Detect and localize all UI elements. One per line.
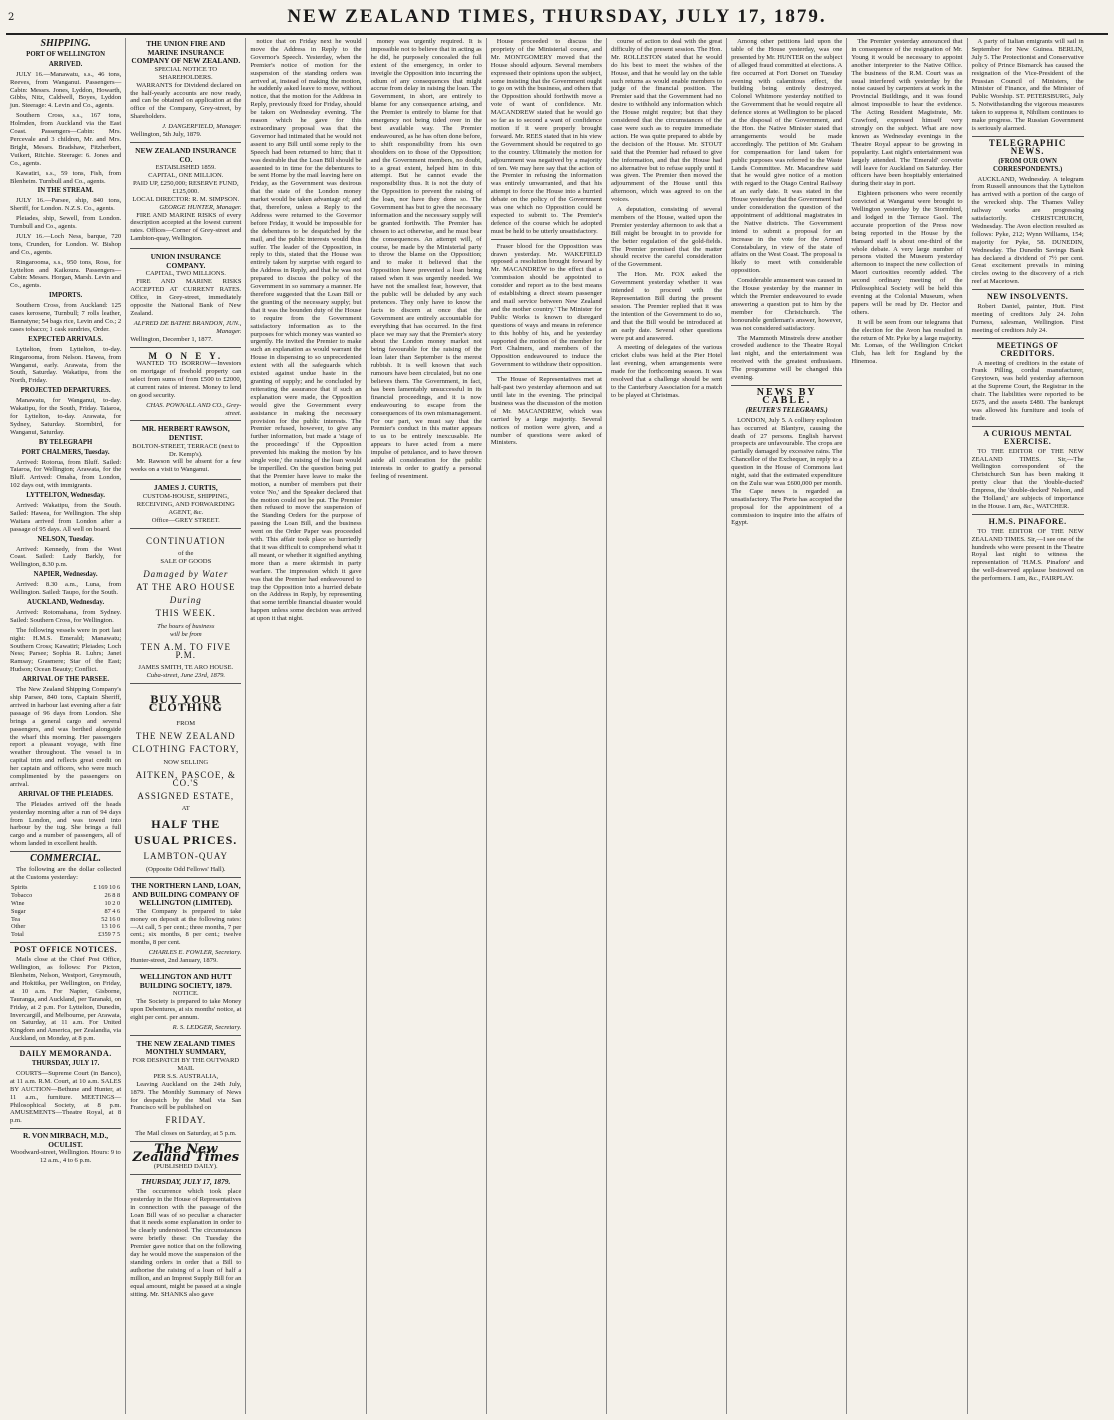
commercial-intro: The following are the dollar collected at the Customs yesterday: (10, 866, 122, 881)
nelson-text: Arrived: Kennedy, from the West Coast. Sailed: Lady Barkly, for Wellington, 8.30 p.m. (10, 545, 122, 569)
advert-line: NOW SELLING (163, 758, 209, 766)
divider (10, 851, 121, 852)
telegraphic-news-text: AUCKLAND, Wednesday. A telegram from Russell announces that the Lyttelton has arrived with a portion of the cargo of the wrecked ship. The Thames Valley railway works are progressing satisfactorily. CHRISTCHURCH, Wednesday. The Avon election resulted as follows: Pyke, 212; Wynn Williams, 154; majority for Pyke, 58. DUNEDIN, Wednesday. The Dunedin Savings Bank has declared a dividend of 7½ per cent. Great excitement prevails in mining circles owing to the discovery of a rich reef at Macetown. (971, 175, 1084, 286)
advert-signature: R. S. LEDGER, Secretary. (172, 1023, 242, 1031)
advert-union-fire (130, 38, 241, 143)
advert-subtitle: CUSTOM-HOUSE, SHIPPING, RECEIVING, AND FORWARDING AGENT, &c. (136, 492, 235, 516)
divider (972, 426, 1084, 427)
auckland-text: Arrived: Rotomahana, from Sydney. Sailed: Southern Cross, for Wellington. (10, 608, 122, 624)
leader-paragraph: The occurrence which took place yesterday in the House of Representatives in connection with the passage of the Loan Bill was of so peculiar a character that it needs some explanation in order to be clearly understood. The circumstances were briefly these: On Tuesday the Premier gave notice that on the following day he would move the suspension of the standing orders in order that a Bill to authorise the raising of a loan of half a million, and an Imprest Supply Bill for an equal amount, might be passed at a single sitting. Mr. SHANKS also gave (130, 1187, 242, 1298)
lyttelton-subheading: LYTTELTON, Wednesday. (26, 492, 105, 500)
advert-line: TEN A.M. TO FIVE P.M. (140, 641, 231, 660)
table-row (10, 923, 121, 931)
advert-line: USUAL PRICES. (134, 833, 238, 848)
curious-exercise-heading: A CURIOUS MENTAL EXERCISE. (983, 428, 1072, 446)
arrival-pleiades-heading: ARRIVAL OF THE PLEIADES. (18, 790, 113, 798)
expected-heading: EXPECTED ARRIVALS. (28, 335, 103, 343)
advert-line: AITKEN, PASCOE, & CO.'S (135, 769, 236, 788)
advert-close: The Mail closes on Saturday, at 5 p.m. (135, 1130, 237, 1138)
table-cell: £ 169 10 6 (93, 883, 121, 891)
advert-aro-house (130, 531, 241, 685)
advert-body: Leaving Auckland on the 24th July, 1879. The Monthly Summary of News for despatch by the Mail via San Francisco will be published on (130, 1080, 242, 1112)
advert-title: NEW ZEALAND INSURANCE CO. (135, 145, 237, 164)
article-paragraph: Among other petitions laid upon the table of the House yesterday, was one presented by Mr. HUNTER on the subject of alleged fraud committed at elections. A fire occurred at Fort Dorset on Tuesday evening with calamitous effect, the building being entirely destroyed. Colonel Whitmore yesterday notified to the Government that he would require all defence stores at Wellington to be placed at the disposal of the Government, and the Hon. the Native Minister stated that arrangements would be made accordingly. The petition of Mr. Graham for compensation for land taken for public purposes was referred to the Waste Lands Committee. Mr. Macandrew said that he would give notice of a motion with regard to the Otago Central Railway at an early date. It was stated in the House yesterday that the Government had under consideration the question of the appointment of additional magistrates in the Native districts. The Government intend to submit a proposal for an increase in the vote for the Armed Constabulary, in view of the state of affairs on the West Coast. The proposal is likely to meet with considerable opposition. (731, 38, 843, 275)
expected-text: Lyttelton, from Lyttelton, to-day. Ringarooma, from Nelson. Hawea, from Wanganui, early. Arawata, from the South, Saturday. Wakatipu, from the North, Friday. (10, 345, 122, 385)
advert-subtitle: SPECIAL NOTICE TO SHAREHOLDERS. (154, 65, 218, 81)
advert-northern-land (130, 880, 241, 969)
arrived-heading: ARRIVED. (48, 60, 83, 68)
advert-signature: CHAS. POWNALL AND CO., Grey-street. (146, 401, 242, 417)
projected-text: Manawatu, for Wanganui, to-day. Wakatipu, for the South, Friday. Taiaroa, for Lyttelton, to-day. Arawata, for Sydney, Saturday. Stormbird, for Wanganui, Saturday. (10, 397, 122, 436)
column-3 (246, 38, 366, 1414)
advert-via: PER S.S. AUSTRALIA, (153, 1072, 219, 1080)
advert-line: (Opposite Odd Fellows' Hall). (145, 866, 226, 874)
advert-line: The hours of business (157, 622, 215, 630)
divider (130, 1174, 241, 1175)
table-row (10, 908, 121, 916)
advert-signature: J. DANGERFIELD, Manager. (162, 123, 242, 131)
advert-nz-insurance (130, 145, 241, 249)
cable-news-text: LONDON, July 5. A colliery explosion has occurred at Blantyre, causing the death of 27 persons. English harvest prospects are unfavourable. The crops are partially damaged by excessive rains. The Chancellor of the Exchequer, in reply to a question in the House of Commons last night, said that the estimated expenditure on the Zulu war was £600,000 per month. The Cape news is regarded as unsatisfactory. The Porte has accepted the proposal for the appointment of a commission to inquire into the affairs of Egypt. (731, 416, 843, 527)
advert-title: THE UNION FIRE AND MARINE INSURANCE COMPANY OF NEW ZEALAND. (131, 39, 241, 66)
advert-title: JAMES J. CURTIS, (153, 483, 218, 493)
advert-line: FROM (176, 720, 196, 728)
advert-line: AT THE ARO HOUSE (136, 582, 236, 593)
pinafore-text: TO THE EDITOR OF THE NEW ZEALAND TIMES. Sir,—I see one of the hundreds who were present in the Theatre Royal last night to witness the representation of 'H.M.S. Pinafore' and the well-deserved applause bestowed on the performers. I am, &c., FAIRPLAY. (971, 527, 1084, 583)
advert-body: WANTED TO BORROW—Investors on mortgage of freehold property can select from sums of from £500 to £2000, at current rates of interest. Money to lend on good security. (130, 360, 242, 399)
cleared-item: Pleiades, ship, Sewell, from London. Turnbull and Co., agents. (10, 215, 122, 231)
column-9 (968, 38, 1088, 1414)
divider (10, 1128, 121, 1129)
divider (972, 289, 1084, 290)
table-cell: Tobacco (11, 891, 33, 899)
table-cell: Total (11, 931, 24, 939)
telegraph-subheading: PORT CHALMERS, Tuesday. (21, 448, 110, 456)
commercial-heading: COMMERCIAL. (30, 853, 102, 865)
advert-monthly-summary (130, 1038, 241, 1142)
advert-title: M O N E Y. (148, 350, 224, 361)
advert-date: Wellington, 5th July, 1879. (130, 131, 202, 139)
imports-text: Southern Cross, from Auckland: 125 cases kerosene, Turnbull; 7 rolls leather, Bannatyne; 54 bags rice, Levin and Co.; 2 cases tobacco; 1 cask sundries, Order. (10, 302, 122, 333)
advert-paid-up: PAID UP, £250,000; RESERVE FUND, £125,000. (132, 179, 239, 195)
divider (731, 385, 842, 386)
cable-news-subheading: (REUTER'S TELEGRAMS.) (745, 406, 828, 414)
advert-line: BUY YOUR CLOTHING (148, 692, 223, 715)
advert-date: Wellington, December 1, 1877. (130, 335, 213, 343)
column-7 (727, 38, 847, 1414)
advert-body: FIRE AND MARINE RISKS ACCEPTED AT CURRENT RATES. Office, in Grey-street, immediately opposite the National Bank of New Zealand. (130, 278, 242, 317)
article-paragraph: A deputation, consisting of several members of the House, waited upon the Premier yesterday afternoon to ask that a Bill might be brought in to provide for the better regulation of the gold-fields. The Premier promised that the matter should receive the careful consideration of the Government. (610, 206, 723, 269)
advert-body: The Society is prepared to take Money upon Debentures, at six months' notice, at eight per cent. per annum. (130, 998, 242, 1021)
advert-established: ESTABLISHED 1859. (155, 164, 216, 172)
article-paragraph: The Mammoth Minstrels drew another crowded audience to the Theatre Royal last night, and the entertainment was received with the greatest enthusiasm. The programme will be changed this evening. (731, 334, 843, 382)
top-rule (6, 33, 1108, 35)
arrival-parsee-text: The New Zealand Shipping Company's ship Parsee, 840 tons, Captain Sheriff, arrived in harbour last evening after a fair passage of 96 days from London. She brings a general cargo and several passengers, and was berthed alongside the wharf this morning. Her passengers report a pleasant voyage, with fine weather throughout. The vessel is in capital trim and reflects great credit on her captain and officers, who were much complimented by the passengers on arrival. (10, 686, 122, 788)
advert-address: BOLTON-STREET, TERRACE (next to Dr. Kemp's). (132, 442, 240, 458)
advert-line: CLOTHING FACTORY, (132, 743, 240, 754)
advert-title: THE NEW ZEALAND TIMES MONTHLY SUMMARY, (136, 1038, 236, 1057)
post-office-heading: POST OFFICE NOTICES. (14, 945, 118, 955)
cleared-item: Ringarooma, s.s., 950 tons, Ross, for Lyttelton and Kaikoura. Passengers—Cabin: Messrs. Horgan, Marsh. Levin and Co., agents. (10, 258, 122, 290)
advert-line: CONTINUATION (146, 535, 226, 546)
optician-name: R. VON MIRBACH, M.D., OCULIST. (23, 1131, 109, 1149)
advert-line: ASSIGNED ESTATE, (137, 790, 235, 801)
arrival-item: JULY 16.—Manawatu, s.s., 46 tons, Reeves, from Wanganui. Passengers—Cabin: Messrs. Jones, Lyddon, Howarth, Gibbs, Nitz, Caldwell, Boyes, Lyddon jun. Steerage: 4. Levin and Co., agents. (10, 70, 122, 110)
column-4 (367, 38, 487, 1414)
table-cell: 10 2 0 (104, 899, 121, 907)
advert-line: HALF THE (151, 817, 221, 832)
curious-exercise-text: TO THE EDITOR OF THE NEW ZEALAND TIMES. Sir,—The Wellington correspondent of the Christchurch Sun has been making it pretty clear that the 'double-ducted' Empress, the 'double-decked' Nelson, and the 'Holland,' are subjects of importance in the House. I am, &c., WATCHER. (971, 447, 1084, 510)
article-paragraph: The Hon. Mr. FOX asked the Government yesterday whether it was intended to proceed with the Representation Bill during the present session. The Premier replied that it was the intention of the Government to do so, and that the Bill would be introduced at an early date. Several other questions were put and answered. (610, 271, 723, 342)
advert-line: THIS WEEK. (155, 607, 216, 618)
advert-capital: CAPITAL, ONE MILLION. (148, 172, 224, 180)
leader-paragraph: notice that on Friday next he would move the Address in Reply to the Governor's Speech. Yesterday, when the Premier's notice of motion for the suspension of the standing orders was arrived at, instead of making the motion, he suddenly asked leave to move, without notice, that the motion for the Address in Reply, previously fixed for Friday, should be taken on Wednesday evening. The reason which he gave for this extraordinary proposal was that the Governor had intimated that he would not assent to any Bill until some reply to the Speech had been returned to him; that it was desirable that the Loan Bill should be assented to in time for the debentures to be sent Home by the mail leaving here on Friday, as the Government was desirous that the state of the London money market would be taken advantage of; and that, therefore, unless a Reply to the Address were returned to the Governor before Friday, it would be impossible for the debentures to be despatched by the mail, and the public interests would thus suffer. The leader of the Opposition, in reply to this, stated that the House was entirely taken by surprise with regard to the Address in Reply, and that he was not prepared to discuss the policy of the Government in so summary a manner. He therefore suggested that the Loan Bill or the granting of the necessary supply; but that it was the bounden duty of the House to require from the Government satisfactory information as to the purposes for which money was wanted so urgently. He invited the Premier to make such an explanation as would warrant the House in dispensing to so unprecedented extent with all the safeguards which existed against undue haste in the granting of supply; and he concluded by reiterating the assurance that if such an explanation were made, the Opposition would give the Government every assistance in making the necessary provision for the public interests. The Premier refused, however, to give any further information, but made a 'stage of the proceedings' if the Opposition prevented his making the motion 'by his single vote,' the raising of the loan would be imperilled. On the question being put that the Premier have leave to make the motion, a number of members put their voice 'No,' and the Speaker declared that the motion could not be put. The Premier then refused to move the suspension of the Standing Orders for the purpose of passing the Loan Bill, and the business went on the Order Paper was proceeded with. This affair took place so hurriedly that it was difficult to comprehend what it all meant, or whether it signified anything more than a mere skirmish in party warfare. The impression which it gave was that the Premier had endeavoured to trap the Opposition into a hurried debate on the Address in Reply, by representing that some terrible financial disaster would happen unless some decision was arrived at upon it that night. (250, 38, 362, 623)
advert-subtitle: FOR DESPATCH BY THE OUTWARD MAIL (132, 1057, 240, 1072)
ports-text: The following vessels were in port last night: H.M.S. Emerald; Manawatu; Southern Cross; Kawatiri; Pleiades; Loch Ness; Parsee; Sophia R. Luhrs; Janet Ramsay; Grasmere; Star of the East; Hudson; Ocean Beauty; Conflict. (10, 626, 122, 674)
divider (972, 514, 1084, 515)
newspaper-masthead: NEW ZEALAND TIMES, THURSDAY, JULY 17, 1879. (287, 6, 827, 27)
telegraph-heading: BY TELEGRAPH (38, 438, 93, 446)
divider (491, 372, 602, 373)
columns-container (6, 38, 1108, 1414)
advert-line: will be from (169, 630, 202, 638)
article-paragraph: Fraser blood for the Opposition was drawn yesterday. Mr. WAKEFIELD opposed a resolution brought forward by Mr. MACANDREW to the effect that a 'commission should be appointed to consider and report as to the best means of establishing a direct steam passenger and mail service between New Zealand and the mother country.' The Minister for Public Works is known to disregard questions of ways and means in reference to this hobby of his, and he yesterday supported the motion of the member for Port Chalmers, and members of the Opposition endeavoured to induce the Government to withdraw their opposition. (490, 242, 602, 369)
creditors-text: A meeting of creditors in the estate of Frank Pilling, cordial manufacturer, Greytown, was held yesterday afternoon at the Supreme Court, the Registrar in the chair. The liabilities were reported to be £675, and the assets £480. The bankrupt was allowed his furniture and tools of trade. (971, 359, 1084, 422)
table-cell: Wine (11, 899, 25, 907)
imports-heading: IMPORTS. (49, 292, 83, 300)
article-paragraph: The Premier yesterday announced that in consequence of the resignation of Mr. Young it would be necessary to appoint another interpreter to the Native Office. The business of the R.M. Court was as usual interfered with yesterday by the noise caused by carpenters at work in the Provincial Buildings, and it was found almost impossible to hear the evidence. The Acting Resident Magistrate, Mr. Crawford, expressed himself very strongly on the subject. What are now known as Wednesday evenings in the Theatre Royal appear to be growing in popularity. Last night's entertainment was largely attended. The 'Emerald' corvette will leave for Auckland on Saturday. Her officers have been hospitably entertained during their stay in port. (851, 38, 963, 188)
advert-clothing-factory (130, 686, 241, 878)
advert-line: AT (181, 805, 190, 813)
page-number: 2 (8, 12, 15, 23)
table-row (10, 892, 121, 900)
table-cell: £359 7 5 (98, 931, 121, 939)
auckland-subheading: AUCKLAND, Wednesday. (27, 599, 105, 606)
napier-subheading: NAPIER, Wednesday. (33, 571, 98, 579)
column-2 (126, 38, 246, 1414)
advert-capital: CAPITAL, TWO MILLIONS. (145, 270, 226, 278)
advert-subtitle: NOTICE. (172, 990, 199, 998)
shipping-heading: SHIPPING. (40, 38, 91, 49)
cleared-heading: IN THE STREAM. (37, 187, 94, 195)
article-paragraph: House proceeded to discuss the propriety of the Ministerial course, and Mr. MONTGOMERY moved that the House should adjourn. Several members expressed their opinions upon the subject, some insisting that the Government ought to go on with the business, and others that the Opposition should forthwith move a vote of want of confidence. Mr. MACANDREW stated that he would go so far as to second a want of confidence motion if it were properly brought forward. Mr. REES stated that in his view the Government should be required to go to the country. Ultimately the motion for adjournment was negatived by a majority of ten. We may here say that the action of the Premier in refusing the information was entirely unwarranted, and that his attempt to force the House into a hurried debate on the policy of the Government was one which no Opposition could be expected to submit to. The Premier's defence of the course which he adopted must be held to be utterly unsatisfactory. (490, 38, 602, 235)
advert-body: Mr. Rawson will be absent for a few weeks on a visit to Wanganui. (130, 458, 242, 474)
divider (972, 136, 1084, 137)
insolvents-text: Robert Daniel, painter, Hutt. First meeting of creditors July 24. John Furness, salesman, Wellington. First meeting of creditors July 24. (971, 303, 1084, 334)
advert-line: During (169, 595, 202, 606)
customs-table (10, 884, 121, 939)
advert-signature: JAMES SMITH, TE ARO HOUSE. (138, 664, 234, 672)
table-cell: Spirits (11, 883, 28, 891)
table-cell: 13 10 6 (101, 923, 121, 931)
arrival-item: Kawatiri, s.s., 59 tons, Fish, from Blenheim. Turnbull and Co., agents. (10, 169, 122, 185)
advert-title: THE NORTHERN LAND, LOAN, AND BUILDING COMPANY OF WELLINGTON (LIMITED). (130, 880, 241, 908)
leader-paragraph: money was urgently required. It is impossible not to believe that in acting as he did, he purposely concealed the full extent of the emergency, in order to inveigle the Opposition into incurring the odium of any consequences that might accrue from delay in raising the loan. The Government, in short, are entirely to blame for any consequence arising, and the Premier is entirely to blame for that emergency not being tided over in the best available way. The Premier endeavoured, as he has often done before, to shift responsibility from his own shoulders on to those of the Opposition; and the Government members, no doubt, to a great extent, helped him in this attempt. But he cannot evade the responsibility thus. It is not the duty of the Opposition to prevent the raising of the loan, nor have they done so. The Government has but to give the necessary information and the necessary supply will be granted forthwith. The Premier has chosen to act otherwise, and he must bear the consequences. An attempt will, of course, be made by the Ministerial party to throw the blame on the Opposition; and to make it believed that the Opposition have prevented a loan being raised when it was urgently needed. We have not the smallest fear, however, that the public will be deluded by any such pretences. They only have to know the facts to discern at once that the Government are entirely accountable for everything that has occurred. In the first place we may say that the Premier's story about the London money market not being favourable for the raising of the loan later than September is the merest rubbish. It is well known that such rumours have been circulated, but no one believes them. The Government, in fact, has been lamentably unsuccessful in its financial proceedings, and it is now endeavouring to escape from the consequences of its own mismanagement. For our part, we must say that the Premier's conduct in this matter appears to us to be entirely inexcusable. He appears to have acted from a mere impulse of petulance, and to have thrown aside all consideration for the public interests in order to gratify a personal feeling of resentment. (370, 38, 482, 480)
table-row (10, 900, 121, 908)
paper-name-heading: The New Zealand Times (132, 1142, 240, 1166)
insolvents-heading: NEW INSOLVENTS. (986, 292, 1069, 302)
memoranda-heading: DAILY MEMORANDA. (19, 1049, 112, 1059)
advert-day: FRIDAY. (165, 1115, 207, 1126)
divider (972, 338, 1084, 339)
paper-published-daily: (PUBLISHED DAILY). (153, 1162, 218, 1170)
advert-line: of the (178, 550, 194, 558)
table-cell: Other (11, 923, 26, 931)
table-cell: 26 8 8 (104, 891, 121, 899)
divider (10, 1046, 121, 1047)
telegraphic-news-heading: TELEGRAPHIC NEWS. (988, 137, 1067, 156)
advert-hutt-building (130, 971, 241, 1036)
memoranda-subheading: THURSDAY, JULY 17. (31, 1060, 100, 1068)
article-paragraph: The House of Representatives met at half-past two yesterday afternoon and sat until late in the evening. The principal business was the discussion of the motion of Mr. MACANDREW, which was carried by a large majority. Several notices of motion were given, and a number of questions were asked of Ministers. (490, 376, 602, 447)
memoranda-text: COURTS—Supreme Court (in Banco), at 11 a.m. R.M. Court, at 10 a.m. SALES BY AUCTION—Bethune and Hunter, at 11 a.m., furniture. MEETINGS—Philosophical Society, at 8 p.m. AMUSEMENTS—Theatre Royal, at 8 p.m. (10, 1069, 122, 1125)
divider (10, 942, 121, 943)
telegraphic-news-subheading: (FROM OUR OWN CORRESPONDENTS.) (992, 157, 1063, 173)
advert-line: SALE OF GOODS (160, 558, 212, 566)
table-cell: 87 4 6 (104, 907, 121, 915)
advert-curtis (130, 482, 241, 528)
pinafore-heading: H.M.S. PINAFORE. (988, 516, 1067, 526)
divider (491, 239, 602, 240)
column-1 (6, 38, 126, 1414)
advert-money (130, 350, 241, 422)
telegraph-text: Arrived: Rotorua, from Bluff. Sailed: Taiaroa, for Wellington; Arawata, for the Bluff. Arrived: Omaha, from London, 102 days out, with immigrants. (10, 458, 122, 490)
article-paragraph: Considerable amusement was caused in the House yesterday by the manner in which the Premier endeavoured to evade answering a question put to him by the member for Christchurch. The honourable gentleman's answer, however, was not considered satisfactory. (731, 277, 843, 332)
table-row (10, 931, 121, 939)
table-cell: Sugar (11, 907, 26, 915)
table-cell: 52 16 0 (101, 915, 121, 923)
column-6 (607, 38, 727, 1414)
projected-heading: PROJECTED DEPARTURES. (20, 387, 111, 395)
table-cell: Tea (11, 915, 20, 923)
lyttelton-text: Arrived: Wakatipu, from the South. Sailed: Hawea, for Wellington. The ship Waitara arrived from London after a passage of 95 days. All well on board. (10, 502, 122, 533)
column-8 (847, 38, 967, 1414)
advert-body: FIRE AND MARINE RISKS of every description accepted at the lowest current rates. Offices—Corner of Grey-street and Lambton-quay, Wellington. (130, 211, 242, 243)
advert-line: THE NEW ZEALAND (135, 731, 236, 741)
article-paragraph: A party of Italian emigrants will sail in September for New Guinea. BERLIN, July 5. The Protectionist and Conservative policy of Prince Bismarck has caused the resignation of the Vice-President of the Prussian Council of Ministers, the Minister of Finance, and the Minister of Public Worship. ST. PETERSBURG, July 5. Notwithstanding the vigorous measures taken to suppress it, Nihilism continues to make progress. The Russian Government is seriously alarmed. (971, 38, 1084, 132)
advert-title: UNION INSURANCE COMPANY. (150, 252, 221, 270)
article-paragraph: course of action to deal with the great difficulty of the present session. The Hon. Mr. ROLLESTON stated that he would do his best to meet the wishes of the House, and that he would lay on the table such returns as would enable members to judge of the financial position. The Premier said that the Government had no desire to withhold any information which the House might require; but that they considered that the circumstances of the case were such as to require immediate action. He was quite prepared to abide by the decision of the House. Mr. STOUT said that the Premier had refused to give the information, and that the House had no alternative but to refuse supply until it was given. The Premier then moved the adjournment of the House until this afternoon, which was agreed to on the voices. (610, 38, 723, 204)
advert-union-insurance (130, 251, 241, 347)
table-row (10, 916, 121, 924)
table-row (10, 884, 121, 892)
leader-dateline: THURSDAY, JULY 17, 1879. (141, 1176, 231, 1186)
advert-title: MR. HERBERT RAWSON, DENTIST. (141, 424, 230, 443)
cable-news-heading: NEWS BY CABLE. (756, 386, 817, 406)
advert-address: Office—GREY STREET. (151, 516, 220, 524)
advert-manager: GEORGE HUNTER, Manager. (159, 203, 242, 211)
cleared-item: JULY 16.—Loch Ness, barque, 720 tons, Crunden, for London. W. Bishop and Co., agents. (10, 232, 122, 256)
creditors-heading: MEETINGS OF CREDITORS. (996, 340, 1059, 358)
article-paragraph: A meeting of delegates of the various cricket clubs was held at the Pier Hotel last evening, when arrangements were made for the forthcoming season. It was resolved that a challenge should be sent to the Canterbury Association for a match to be played at Christmas. (610, 344, 723, 399)
advert-dentist (130, 423, 241, 480)
advert-title: WELLINGTON AND HUTT BUILDING SOCIETY, 1879. (139, 972, 232, 990)
advert-signature: ALFRED DE BATHE BRANDON, JUN., Manager. (133, 319, 242, 335)
arrival-parsee-heading: ARRIVAL OF THE PARSEE. (22, 676, 110, 684)
advert-director: LOCAL DIRECTOR: R. M. SIMPSON. (132, 195, 240, 203)
advert-body: WARRANTS for Dividend declared on the half-yearly accounts are now ready, and can be obtained on application at the office of the Company, Grey-street, by Shareholders. (130, 81, 242, 121)
advert-date: Cuba-street, June 23rd, 1879. (146, 672, 226, 680)
cleared-item: JULY 16.—Parsee, ship, 840 tons, Sheriff, for London. N.Z.S. Co., agents. (10, 197, 122, 213)
arrival-item: Southern Cross, s.s., 167 tons, Holmden, from Auckland via the East Coast. Passengers—Cabin: Mrs. Percevale and 3 children, Mr. and Mrs. Bright, Messrs. Bradshaw, Fitzherbert, Vuikert, Ritchie. Steerage: 6. Jones and Co., agents. (10, 112, 122, 167)
optician-address: Woodward-street, Wellington. Hours: 9 to 12 a.m., 4 to 6 p.m. (10, 1149, 121, 1165)
advert-signature: CHARLES E. FOWLER, Secretary. (148, 949, 242, 957)
post-office-text: Mails close at the Chief Post Office, Wellington, as follows: For Picton, Blenheim, Nelson, Westport, Greymouth, and Hokitika, per Wellington, on Friday, at 10 a.m. For Napier, Gisborne, Tauranga, and Auckland, per Taranaki, on Friday, at 2 p.m. For Lyttelton, Dunedin, Invercargill, and Melbourne, per Arawata, on Saturday, at 11 a.m. For United Kingdom and America, per Zealandia, via Auckland, on Monday, at 8 p.m. (10, 956, 122, 1043)
napier-text: Arrived: 8.30 a.m., Luna, from Wellington. Sailed: Taupo, for the South. (10, 581, 122, 597)
arrival-pleiades-text: The Pleiades arrived off the heads yesterday morning after a run of 94 days from London, and was towed into harbour by the tug. She brings a full cargo and a number of passengers, all of whom landed in excellent health. (10, 800, 122, 848)
port-heading: PORT OF WELLINGTON (26, 50, 105, 58)
advert-line: Damaged by Water (143, 569, 229, 580)
article-paragraph: It will be seen from our telegrams that the election for the Avon has resulted in the return of Mr. Pyke by a large majority. Mr. Lomas, of the Wellington Cricket Club, has left for England by the Hinemoa. (851, 318, 963, 366)
advert-address: Hunter-street, 2nd January, 1879. (130, 957, 218, 965)
advert-line: LAMBTON-QUAY (143, 851, 229, 862)
nelson-subheading: NELSON, Tuesday. (37, 535, 94, 543)
article-paragraph: Eighteen prisoners who were recently convicted at Wanganui were brought to Wellington yesterday by the Stormbird, and lodged in the Terrace Gaol. The accurate proportion of the Press now being reported in the House by the Hansard staff is about one-third of the whole debate. A very large number of persons visited the Museum yesterday afternoon to inspect the new collection of Maori curiosities recently added. The second ordinary meeting of the Philosophical Society will be held this evening at the Colonial Museum, when papers will be read by Dr. Hector and others. (851, 190, 963, 316)
column-5 (487, 38, 607, 1414)
advert-body: The Company is prepared to take money on deposit at the following rates:—At call, 5 per cent.; three months, 7 per cent.; six months, 8 per cent.; twelve months, 8 per cent. (130, 907, 242, 947)
